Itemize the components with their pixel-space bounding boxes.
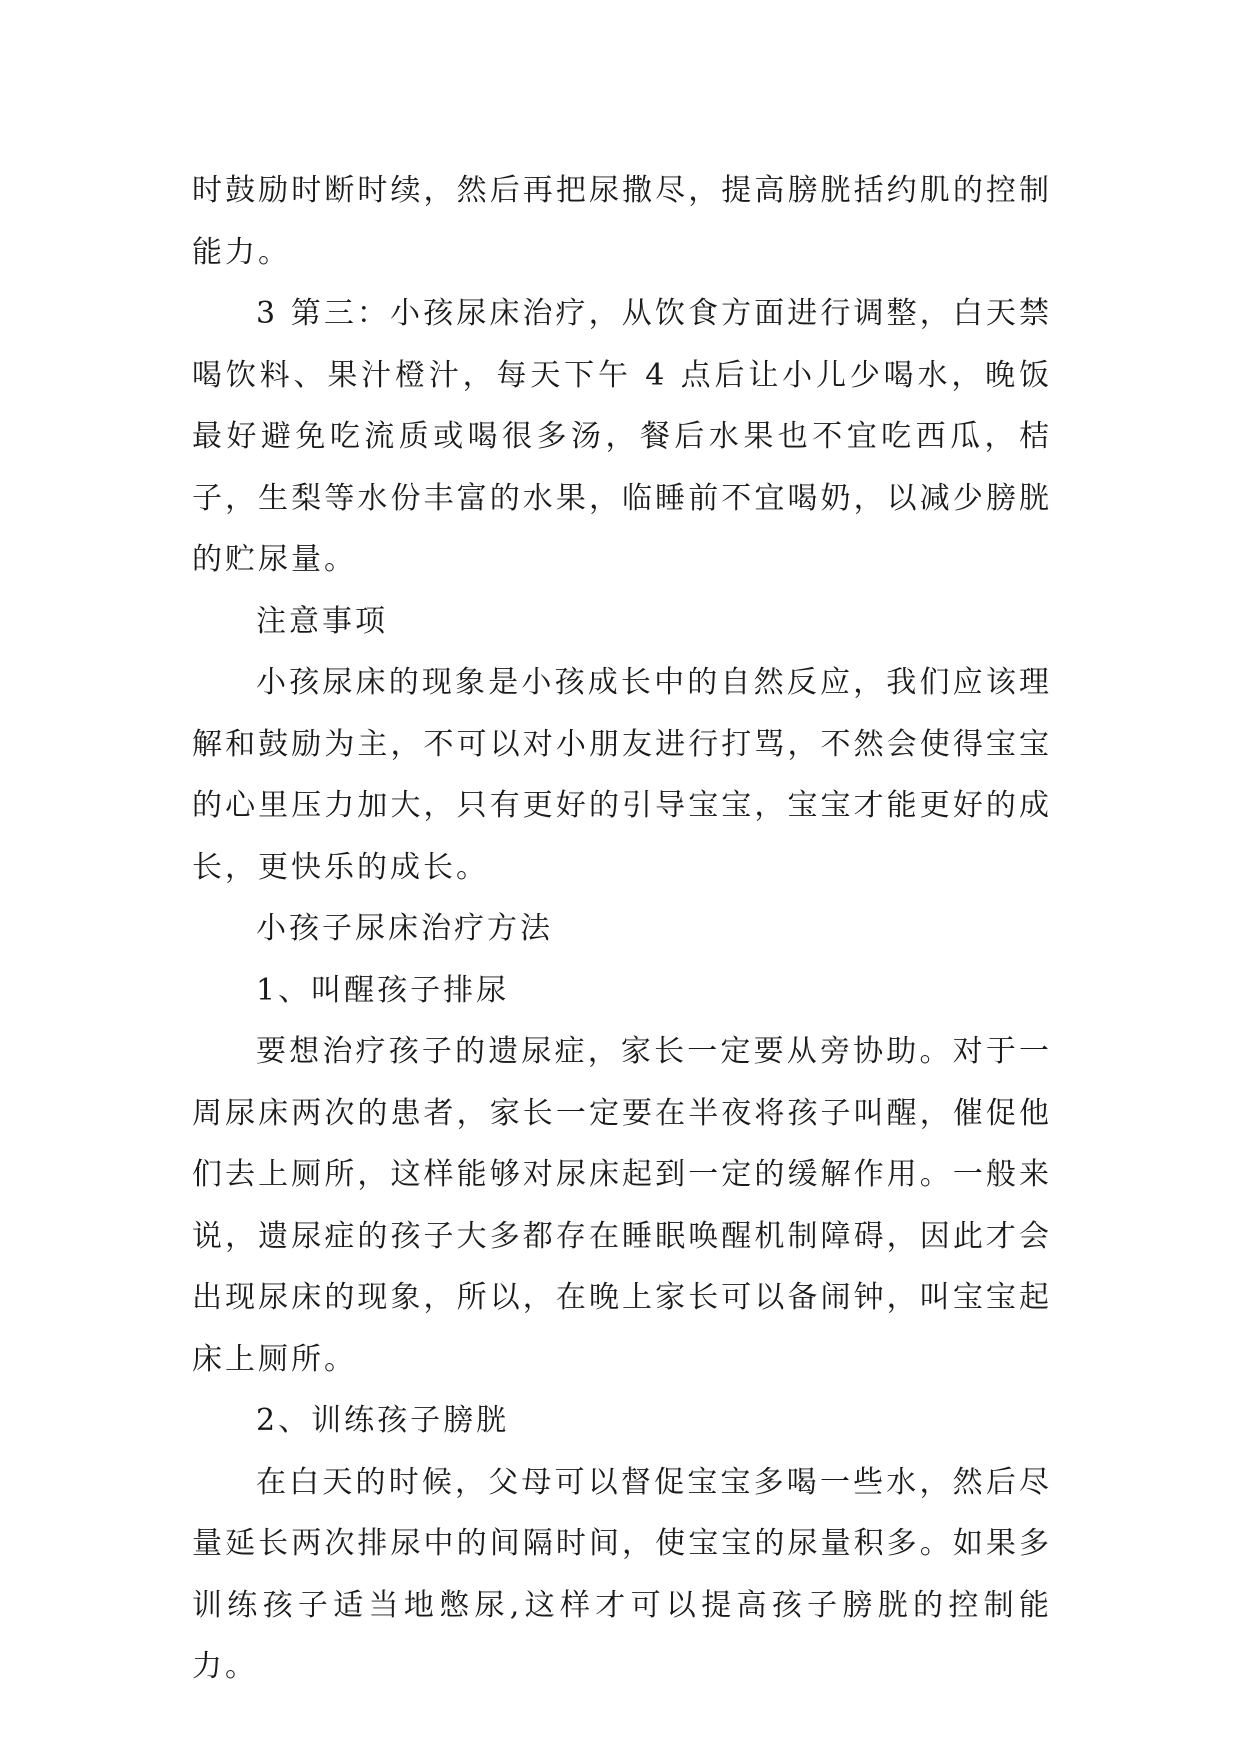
paragraph-wake-child: 要想治疗孩子的遗尿症，家长一定要从旁协助。对于一周尿床两次的患者，家长一定要在半夜将孩子叫醒，催促他们去上厕所，这样能够对尿床起到一定的缓解作用。一般来说，遗尿症的孩子大多都存在睡眠唤醒机制障碍，因此才会出现尿床的现象，所以，在晚上家长可以备闹钟，叫宝宝起床上厕所。	[192, 1034, 1052, 1377]
document-body	[192, 160, 1052, 1698]
paragraph-diet-adjustment: 3 第三：小孩尿床治疗，从饮食方面进行调整，白天禁喝饮料、果汁橙汁，每天下午 4 点后让小儿少喝水，晚饭最好避免吃流质或喝很多汤，餐后水果也不宜吃西瓜，桔子，生梨等水份丰富的水果，临睡前不宜喝奶，以减少膀胱的贮尿量。	[192, 296, 1052, 577]
heading-train-bladder: 2、训练孩子膀胱	[256, 1403, 510, 1438]
paragraph-continuation: 时鼓励时断时续，然后再把尿撒尽，提高膀胱括约肌的控制能力。	[192, 173, 1052, 270]
heading-treatment-methods: 小孩子尿床治疗方法	[256, 911, 553, 946]
heading-wake-child: 1、叫醒孩子排尿	[256, 972, 510, 1008]
paragraph-precautions: 小孩尿床的现象是小孩成长中的自然反应，我们应该理解和鼓励为主，不可以对小朋友进行打骂，不然会使得宝宝的心里压力加大，只有更好的引导宝宝，宝宝才能更好的成长，更快乐的成长。	[192, 665, 1052, 885]
paragraph-train-bladder: 在白天的时候，父母可以督促宝宝多喝一些水，然后尽量延长两次排尿中的间隔时间，使宝宝的尿量积多。如果多训练孩子适当地憋尿,这样才可以提高孩子膀胱的控制能力。	[192, 1464, 1052, 1684]
heading-precautions: 注意事项	[256, 603, 388, 639]
